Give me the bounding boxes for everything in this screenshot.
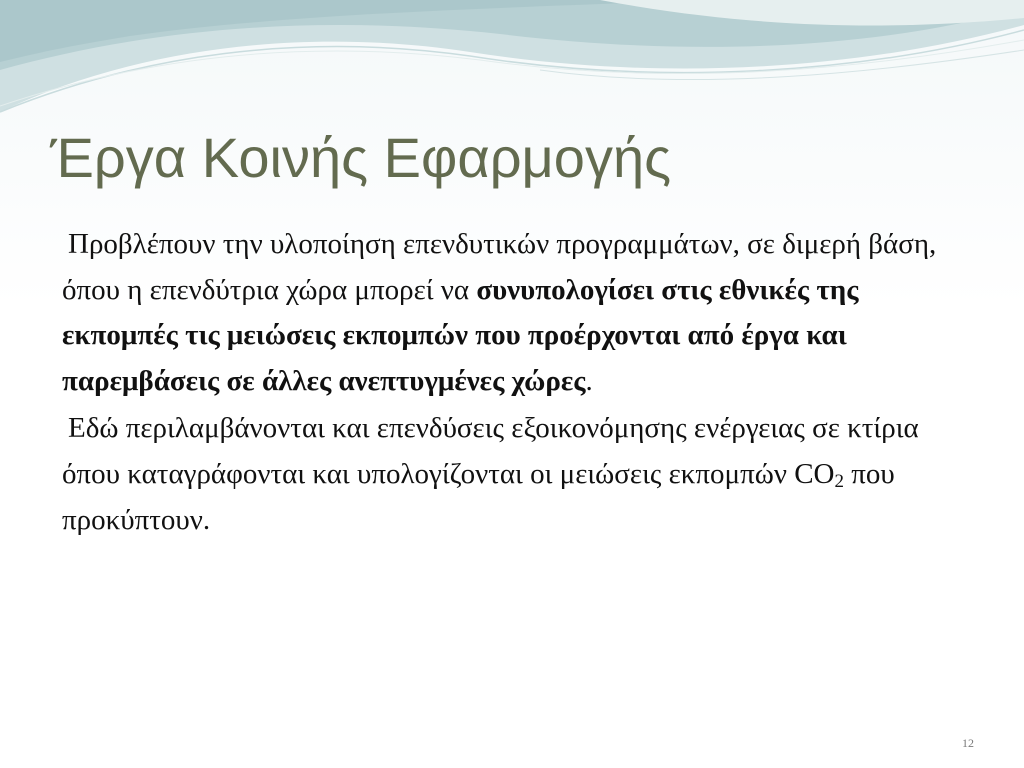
slide-body	[62, 222, 962, 545]
paragraph-1-lead: Προβλέπουν την υλοποίηση επενδυτικών προγραμμάτων, σε διμερή βάση, όπου η επενδύτρια χώρα μπορεί να	[62, 228, 937, 306]
co2-subscript: 2	[834, 470, 844, 492]
decorative-wave-banner	[0, 0, 1024, 130]
page-number: 12	[962, 736, 974, 750]
paragraph-1	[62, 222, 962, 404]
paragraph-2-tail: που προκύπτουν.	[62, 457, 895, 536]
paragraph-1-bold: συνυπολογίσει στις εθνικές της εκπομπές τις μειώσεις εκπομπών που προέρχονται από έργα και παρεμβάσεις σε άλλες ανεπτυγμένες χώρες	[62, 273, 859, 397]
slide-title: Έργα Κοινής Εφαρμογής	[50, 126, 672, 189]
paragraph-2	[62, 406, 962, 543]
paragraph-1-tail: .	[585, 364, 593, 397]
paragraph-2-lead: Εδώ περιλαμβάνονται και επενδύσεις εξοικονόμησης ενέργειας σε κτίρια όπου καταγράφονται και υπολογίζονται οι μειώσεις εκπομπών CO	[62, 412, 919, 490]
